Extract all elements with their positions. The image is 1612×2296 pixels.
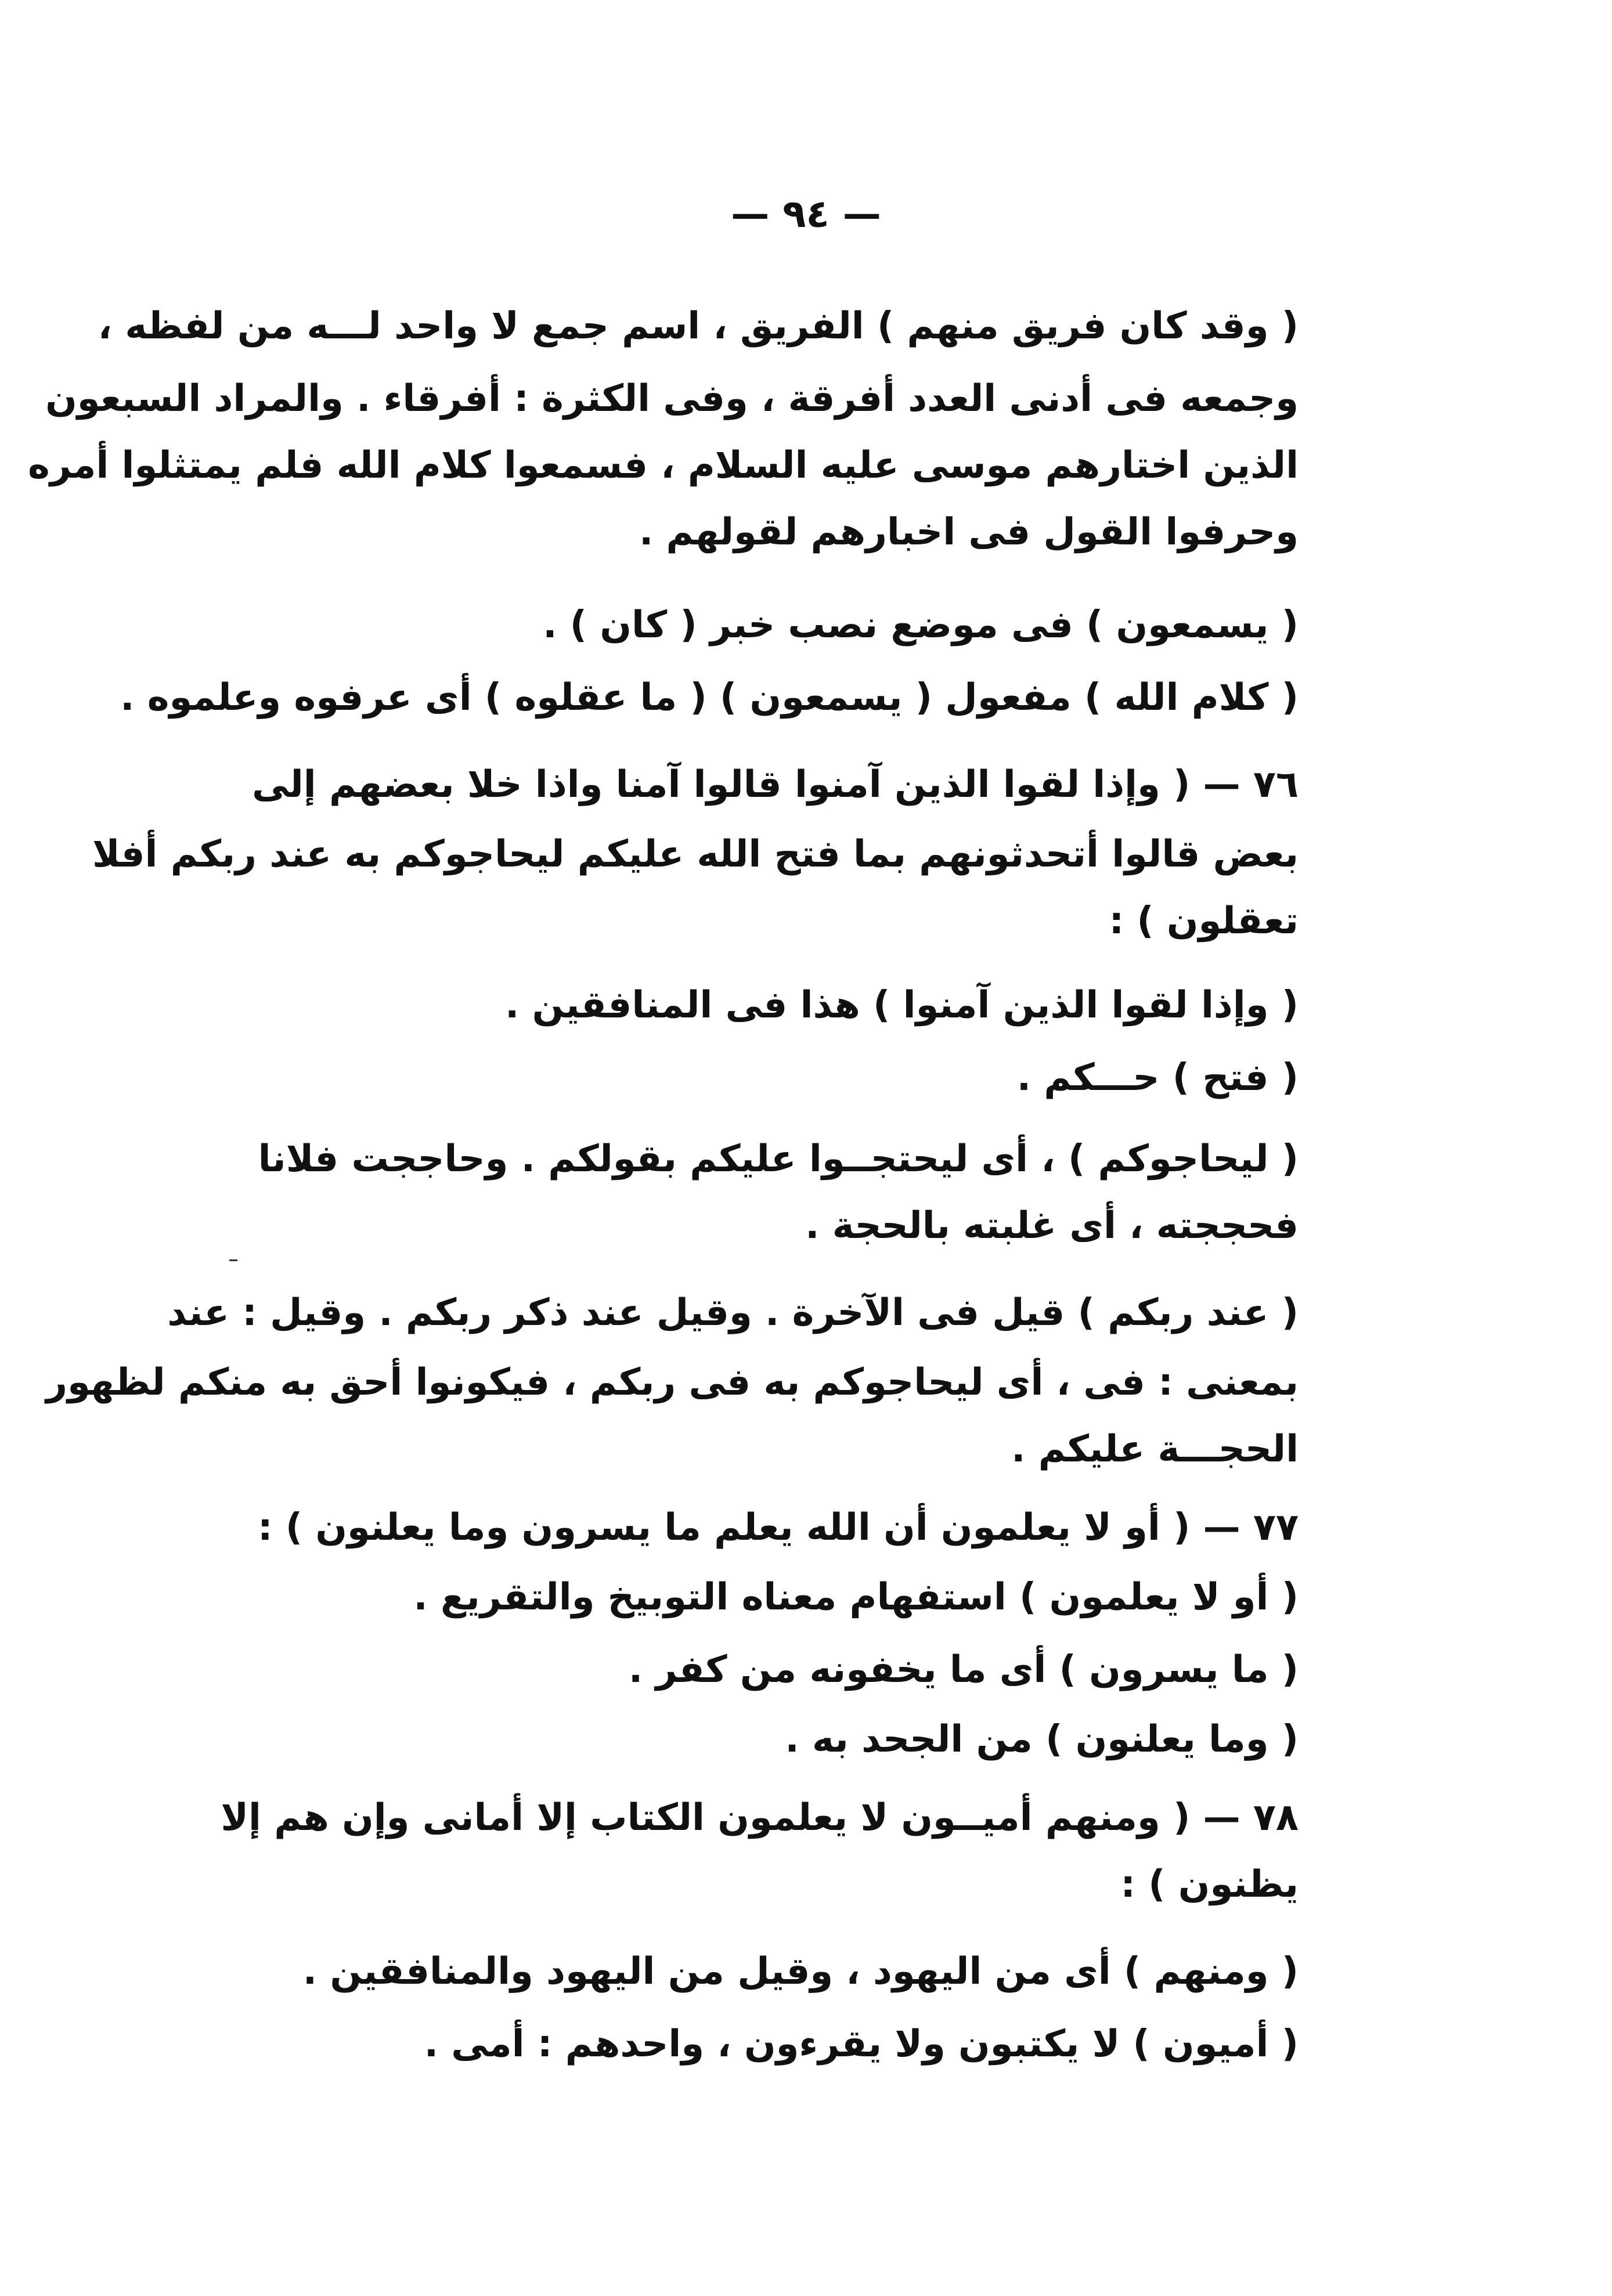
text-line: ( أميون ) لا يكتبون ولا يقرءون ، واحدهم : أمى . xyxy=(424,2023,1299,2066)
page-number: — ٩٤ — xyxy=(731,192,881,236)
text-line: ( ومنهم ) أى من اليهود ، وقيل من اليهود والمنافقين . xyxy=(302,1950,1299,1993)
text-line: ( كلام الله ) مفعول ( يسمعون ) ( ما عقلوه ) أى عرفوه وعلموه . xyxy=(120,676,1299,719)
text-line: ( عند ربكم ) قيل فى الآخرة . وقيل عند ذكر ربكم . وقيل : عند xyxy=(167,1291,1299,1334)
text-line: ( يسمعون ) فى موضع نصب خبر ( كان ) . xyxy=(543,604,1299,647)
text-line: وجمعه فى أدنى العدد أفرقة ، وفى الكثرة : أفرقاء . والمراد السبعون xyxy=(45,377,1299,420)
text-line: الحجـــة عليكم . xyxy=(1011,1428,1299,1471)
text-line: ٧٨ — ( ومنهم أميــون لا يعلمون الكتاب إلا أمانى وإن هم إلا xyxy=(221,1796,1299,1839)
text-line: ( وقد كان فريق منهم ) الفريق ، اسم جمع لا واحد لـــه من لفظه ، xyxy=(98,305,1299,348)
text-line: تعقلون ) : xyxy=(1109,900,1299,943)
text-line: ( ليحاجوكم ) ، أى ليحتجــوا عليكم بقولكم . وحاججت فلانا xyxy=(258,1138,1299,1181)
text-line: ( أو لا يعلمون ) استفهام معناه التوبيخ والتقريع . xyxy=(413,1576,1299,1619)
text-line: وحرفوا القول فى اخبارهم لقولهم . xyxy=(639,511,1299,554)
text-line: بعض قالوا أتحدثونهم بما فتح الله عليكم ليحاجوكم به عند ربكم أفلا xyxy=(92,833,1299,876)
scan-mark xyxy=(229,1259,237,1261)
text-line: ٧٧ — ( أو لا يعلمون أن الله يعلم ما يسرون وما يعلنون ) : xyxy=(257,1506,1299,1549)
text-line: الذين اختارهم موسى عليه السلام ، فسمعوا كلام الله فلم يمتثلوا أمره xyxy=(28,444,1299,487)
text-line: فحججته ، أى غلبته بالحجة . xyxy=(805,1204,1299,1247)
text-line: ( وما يعلنون ) من الجحد به . xyxy=(785,1718,1299,1761)
text-line: بمعنى : فى ، أى ليحاجوكم به فى ربكم ، فيكونوا أحق به منكم لظهور xyxy=(46,1361,1299,1404)
text-line: ( فتح ) حـــكم . xyxy=(1016,1056,1299,1099)
text-line: ٧٦ — ( وإذا لقوا الذين آمنوا قالوا آمنا واذا خلا بعضهم إلى xyxy=(251,763,1299,806)
text-line: ( وإذا لقوا الذين آمنوا ) هذا فى المنافقين . xyxy=(505,984,1299,1027)
text-line: يظنون ) : xyxy=(1120,1863,1299,1906)
text-line: ( ما يسرون ) أى ما يخفونه من كفر . xyxy=(628,1648,1299,1691)
